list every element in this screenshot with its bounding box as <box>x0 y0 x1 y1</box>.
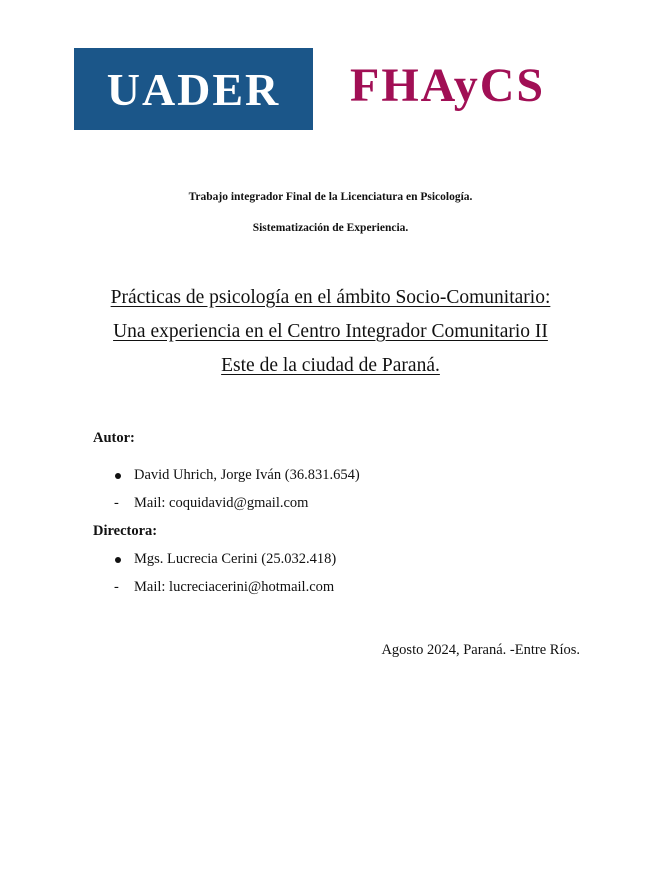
author-name: David Uhrich, Jorge Iván (36.831.654) <box>134 467 360 483</box>
director-label: Directora: <box>93 523 158 539</box>
author-label: Autor: <box>93 430 135 446</box>
author-mail-item <box>114 495 308 512</box>
dash-marker: - <box>114 579 119 595</box>
title-line-2: Una experiencia en el Centro Integrador Comunitario II <box>113 321 548 342</box>
director-name: Mgs. Lucrecia Cerini (25.032.418) <box>134 551 337 567</box>
director-mail-item <box>114 579 334 596</box>
author-name-item <box>114 467 360 484</box>
subtitle-line-2: Sistematización de Experiencia. <box>252 222 409 234</box>
director-name-item <box>114 551 336 568</box>
uader-logo <box>74 48 313 130</box>
fhaycs-logo: FHAyCS <box>350 59 546 112</box>
dash-marker: - <box>114 495 119 511</box>
subtitle-line-1: Trabajo integrador Final de la Licenciatura en Psicología. <box>188 191 473 203</box>
date-place: Agosto 2024, Paraná. -Entre Ríos. <box>381 642 580 658</box>
title-line-1: Prácticas de psicología en el ámbito Socio-Comunitario: <box>110 287 551 308</box>
director-mail: Mail: lucreciacerini@hotmail.com <box>134 579 335 595</box>
author-mail: Mail: coquidavid@gmail.com <box>134 495 309 511</box>
bullet-icon <box>115 473 121 479</box>
title-line-3: Este de la ciudad de Paraná. <box>221 355 440 376</box>
bullet-icon <box>115 557 121 563</box>
uader-logo-text: UADER <box>106 63 281 115</box>
